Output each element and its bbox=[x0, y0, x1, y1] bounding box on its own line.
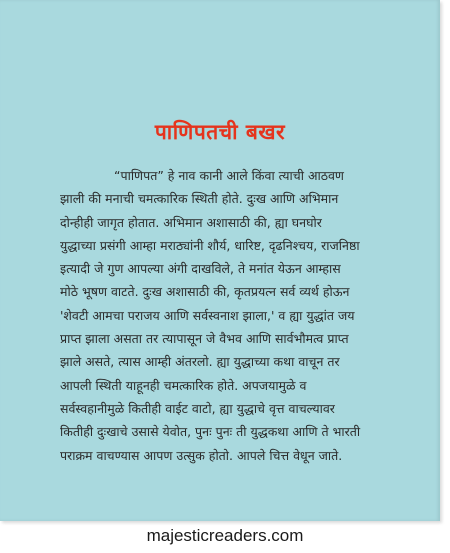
blurb-paragraph bbox=[60, 164, 382, 467]
blurb-line: दोन्हीही जागृत होतात. अभिमान अशासाठी की, ह्या घनघोर bbox=[60, 214, 322, 230]
blurb-line: झाली की मनाची चमत्कारिक स्थिती होते. दुःख आणि अभिमान bbox=[60, 191, 339, 207]
blurb-line: झाले असते, त्यास आम्ही अंतरलो. ह्या युद्धाच्या कथा वाचून तर bbox=[60, 354, 340, 370]
watermark-text: majesticreaders.com bbox=[146, 526, 304, 545]
book-title: पाणिपतची बखर bbox=[154, 120, 286, 144]
blurb-line: इत्यादी जे गुण आपल्या अंगी दाखविले, ते मनांत येऊन आम्हास bbox=[60, 261, 341, 277]
blurb-line: मोठे भूषण वाटते. दुःख अशासाठी की, कृतप्रयत्न सर्व व्यर्थ होऊन bbox=[60, 284, 350, 300]
blurb-line: प्राप्त झाला असता तर त्यापासून जे वैभव आणि सार्वभौमत्व प्राप्त bbox=[60, 331, 349, 347]
blurb-line: कितीही दुःखाचे उसासे येवोत, पुनः पुनः ती युद्धकथा आणि ते भारती bbox=[60, 424, 361, 440]
blurb-line: युद्धाच्या प्रसंगी आम्हा मराठ्यांनी शौर्य, धारिष्ट, दृढनिश्चय, राजनिष्ठा bbox=[60, 237, 360, 253]
blurb-line: 'शेवटी आमचा पराजय आणि सर्वस्वनाश झाला,' व ह्या युद्धांत जय bbox=[60, 307, 355, 323]
blurb-line: पराक्रम वाचण्यास आपण उत्सुक होतो. आपले चित्त वेधून जाते. bbox=[60, 447, 343, 463]
blurb-line: “पाणिपत” हे नाव कानी आले किंवा त्याची आठवण bbox=[114, 168, 344, 183]
blurb-line: सर्वस्वहानीमुळे कितीही वाईट वाटो, ह्या युद्धाचे वृत्त वाचल्यावर bbox=[60, 400, 335, 416]
blurb-line: आपली स्थिती याहूनही चमत्कारिक होते. अपजयामुळे व bbox=[60, 377, 307, 393]
